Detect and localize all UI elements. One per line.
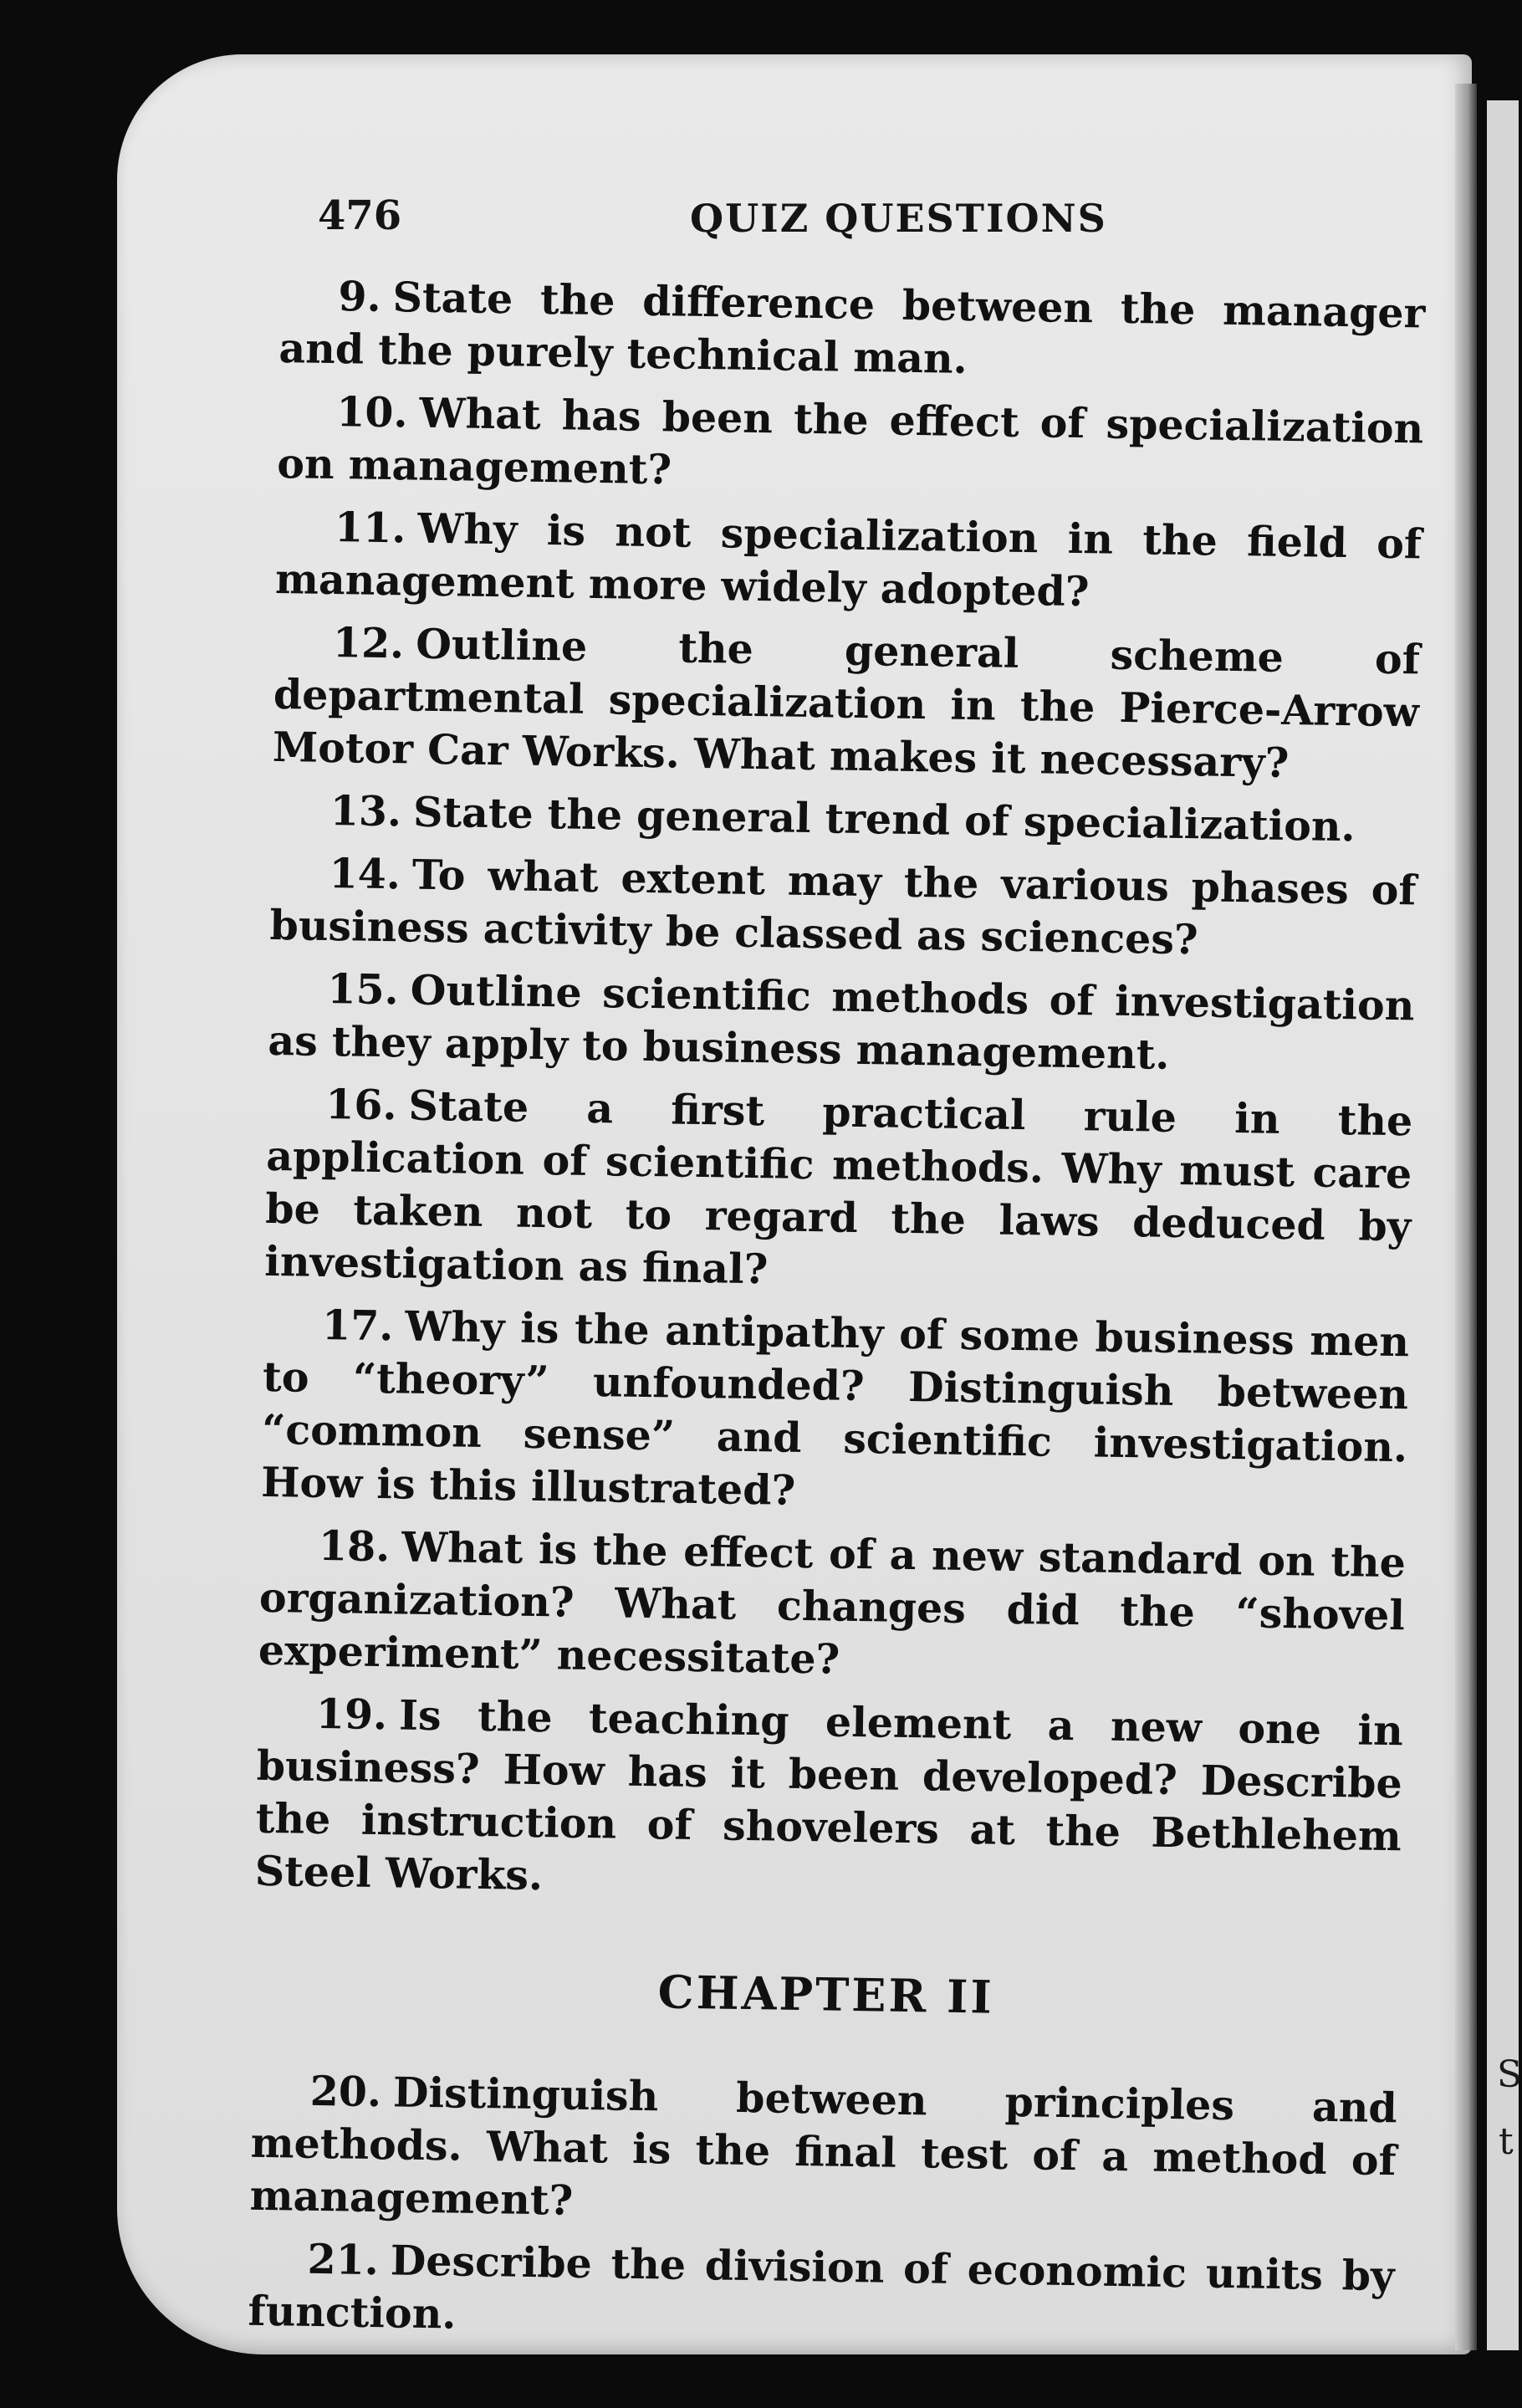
page-number: 476 [318,192,402,239]
question-11: 11. Why is not specialization in the field of management more widely adopted? [274,503,1422,616]
question-15: 15. Outline scientific methods of investigation as they apply to business management. [268,964,1415,1079]
chapter-heading: CHAPTER II [657,1965,995,2024]
facing-page-letter: S [1497,2053,1522,2096]
facing-page-letter: t [1499,2120,1514,2163]
running-title: QUIZ QUESTIONS [690,196,1107,241]
facing-page-sliver [1487,100,1519,2350]
question-20: 20. Distinguish between principles and methods. What is the final test of a method of management? [249,2066,1398,2225]
question-18: 18. What is the effect of a new standard on the organization? What changes did the “shovel experiment” necessitate? [258,1521,1407,1684]
question-17: 17. Why is the antipathy of some business men to “theory” unfounded? Distinguish between “common sense” and scientific investigation. How is this illustrated? [260,1300,1410,1515]
question-16: 16. State a first practical rule in the application of scientific methods. Why must care be taken not to regard the laws deduced by investigation as final? [263,1079,1413,1294]
page-header [318,192,1472,251]
question-text-block [248,269,1426,2365]
question-10: 10. What has been the effect of specialization on management? [276,387,1424,494]
question-9: 9. State the difference between the manager and the purely technical man. [278,272,1426,383]
question-21: 21. Describe the division of economic units by function. [248,2234,1395,2339]
page-edge-shadow [1455,84,1477,2350]
question-19: 19. Is the teaching element a new one in business? How has it been developed? Describe the instruction of shovelers at the Bethlehem Steel Works. [254,1689,1404,1900]
question-12: 12. Outline the general scheme of departmental specialization in the Pierce-Arrow Motor Car Works. What makes it necessary? [272,618,1421,788]
question-13: 13. State the general trend of specialization. [329,786,1356,851]
question-14: 14. To what extent may the various phases of business activity be classed as sciences? [269,849,1417,964]
